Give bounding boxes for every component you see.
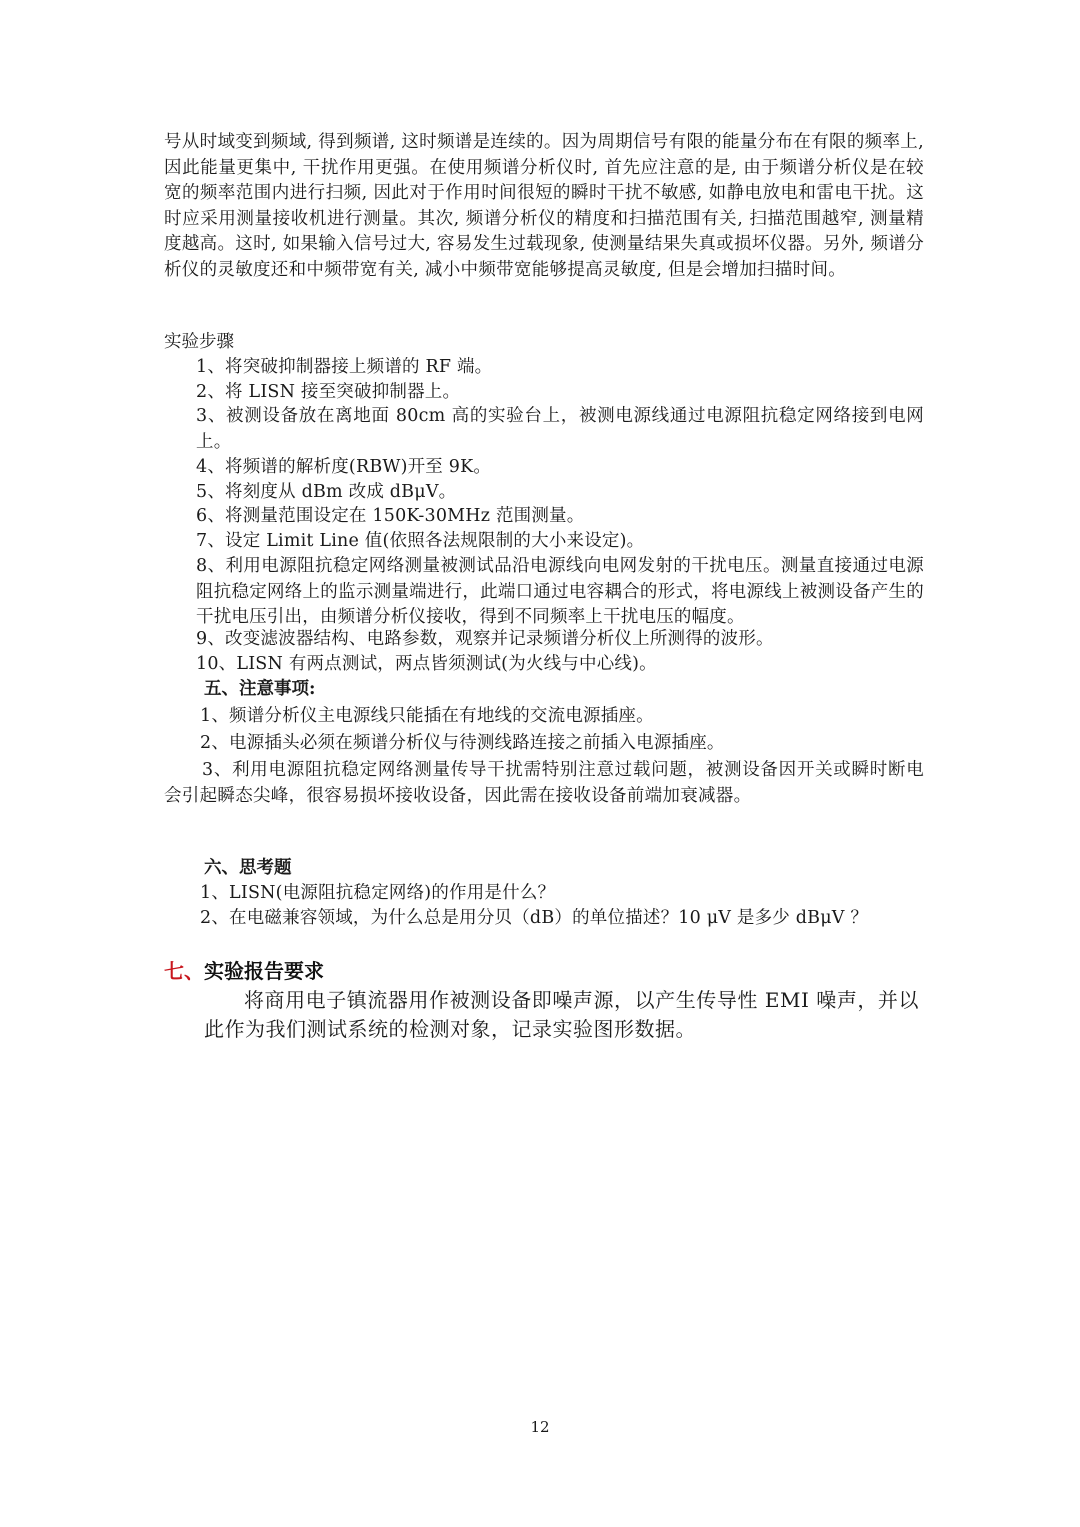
report-section-heading	[164, 957, 324, 985]
page-number: 12	[530, 1418, 550, 1436]
step-item: 5、将刻度从 dBm 改成 dBμV。	[196, 482, 457, 502]
step-item: 7、设定 Limit Line 值(依照各法规限制的大小来设定)。	[196, 531, 645, 551]
question-item: 2、在电磁兼容领域，为什么总是用分贝（dB）的单位描述？10 μV 是多少 dBμV ？	[200, 908, 869, 928]
note-item: 3、利用电源阻抗稳定网络测量传导干扰需特别注意过载问题，被测设备因开关或瞬时断电会引起瞬态尖峰，很容易损坏接收设备，因此需在接收设备前端加衰减器。	[164, 760, 924, 806]
step-item: 3、被测设备放在离地面 80cm 高的实验台上，被测电源线通过电源阻抗稳定网络接到电网上。	[196, 406, 924, 452]
step-item: 6、将测量范围设定在 150K-30MHz 范围测量。	[196, 506, 585, 526]
report-section-title: 实验报告要求	[204, 959, 324, 983]
report-section-number: 七、	[164, 959, 204, 983]
note-item: 2、电源插头必须在频谱分析仪与待测线路连接之前插入电源插座。	[200, 733, 725, 753]
report-requirements-text: 将商用电子镇流器用作被测设备即噪声源，以产生传导性 EMI 噪声，并以此作为我们测试系统的检测对象，记录实验图形数据。	[204, 988, 919, 1041]
steps-heading: 实验步骤	[164, 332, 234, 352]
step-item: 1、将突破抑制器接上频谱的 RF 端。	[196, 357, 493, 377]
step-item: 9、改变滤波器结构、电路参数，观察并记录频谱分析仪上所测得的波形。	[196, 629, 774, 649]
step-item: 4、将频谱的解析度(RBW)开至 9K。	[196, 457, 492, 477]
step-item: 10、LISN 有两点测试，两点皆须测试(为火线与中心线)。	[196, 654, 657, 674]
notes-heading: 五、注意事项:	[204, 679, 316, 699]
note-item: 1、频谱分析仪主电源线只能插在有地线的交流电源插座。	[200, 706, 654, 726]
step-item: 2、将 LISN 接至突破抑制器上。	[196, 382, 461, 402]
question-item: 1、LISN(电源阻抗稳定网络)的作用是什么？	[200, 883, 556, 903]
step-item: 8、利用电源阻抗稳定网络测量被测试品沿电源线向电网发射的干扰电压。测量直接通过电源阻抗稳定网络上的监示测量端进行，此端口通过电容耦合的形式，将电源线上被测设备产生的干扰电压引出，由频谱分析仪接收，得到不同频率上干扰电压的幅度。	[196, 556, 924, 628]
intro-paragraph: 号从时域变到频域, 得到频谱, 这时频谱是连续的。因为周期信号有限的能量分布在有限的频率上, 因此能量更集中, 干扰作用更强。在使用频谱分析仪时, 首先应注意的是, 由于频谱分析仪是在较宽的频率范围内进行扫频, 因此对于作用时间很短的瞬时干扰不敏感, 如静电放电和雷电干扰。这时应采用测量接收机进行测量。其次, 频谱分析仪的精度和扫描范围有关, 扫描范围越窄, 测量精度越高。这时, 如果输入信号过大, 容易发生过载现象, 使测量结果失真或损坏仪器。另外, 频谱分析仪的灵敏度还和中频带宽有关, 减小中频带宽能够提高灵敏度, 但是会增加扫描时间。	[164, 132, 924, 280]
questions-heading: 六、思考题	[204, 858, 292, 878]
